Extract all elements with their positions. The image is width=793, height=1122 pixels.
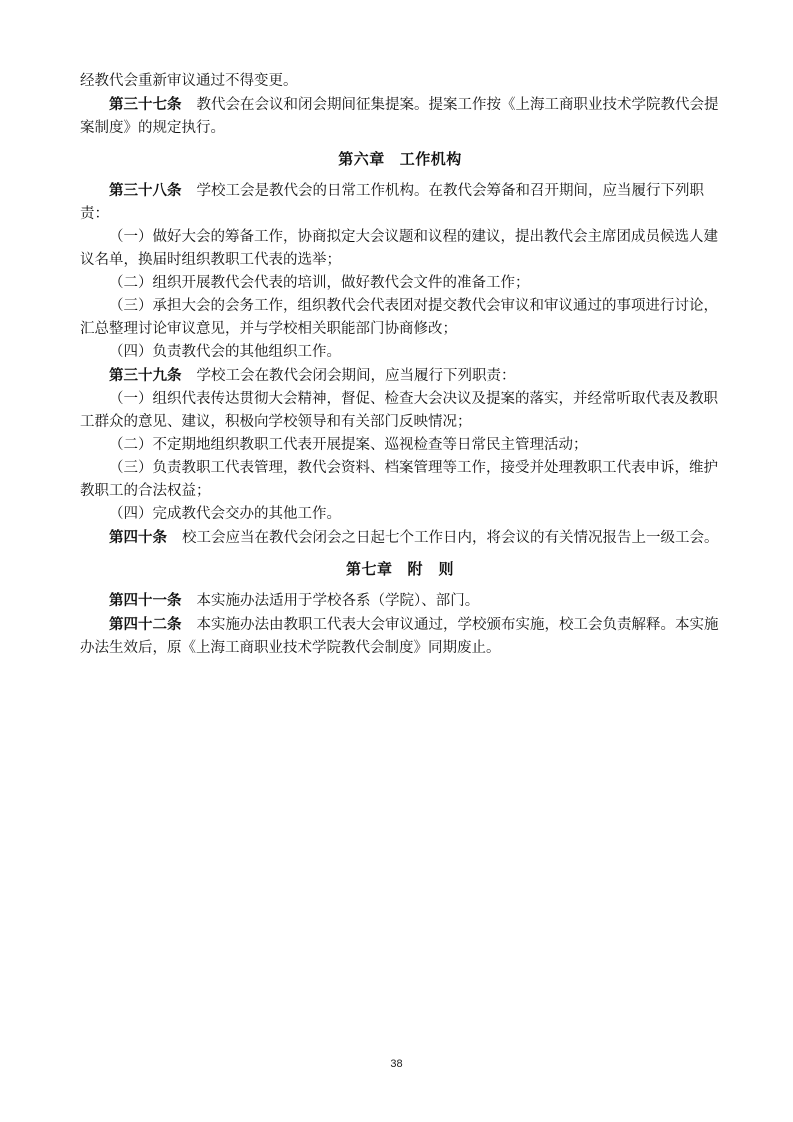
list-item: （四）完成教代会交办的其他工作。 <box>109 506 341 522</box>
article-41 <box>80 589 720 613</box>
article-text: 学校工会在教代会闭会期间，应当履行下列职责： <box>196 368 516 384</box>
article-number: 第四十一条 <box>109 592 182 609</box>
article-number: 第四十条 <box>109 529 167 546</box>
article-text: 教代会在会议和闭会期间征集提案。提案工作按《上海工商职业技术学院教代会提案制度》的规定执行。 <box>80 97 719 136</box>
article-text: 本实施办法适用于学校各系（学院）、部门。 <box>196 593 480 609</box>
article-39 <box>80 364 720 388</box>
chapter-number: 第七章 <box>345 560 393 578</box>
article-38 <box>80 179 720 226</box>
chapter-number: 第六章 <box>338 150 385 168</box>
article-number: 第三十八条 <box>109 182 182 199</box>
list-item: （三）负责教职工代表管理，教代会资料、档案管理等工作，接受并处理教职工代表申诉，维护教职工的合法权益； <box>80 460 718 499</box>
list-item: （四）负责教代会的其他组织工作。 <box>109 344 341 360</box>
continuation-text: 经教代会重新审议通过不得变更。 <box>80 73 298 89</box>
article-number: 第三十九条 <box>109 367 182 384</box>
list-item: （二）不定期地组织教职工代表开展提案、巡视检查等日常民主管理活动； <box>109 437 588 453</box>
chapter-heading-7 <box>80 558 720 581</box>
list-item: （三）承担大会的会务工作，组织教代会代表团对提交教代会审议和审议通过的事项进行讨论，汇总整理讨论审议意见，并与学校相关职能部门协商修改； <box>80 298 718 337</box>
article-text: 学校工会是教代会的日常工作机构。在教代会筹备和召开期间，应当履行下列职责： <box>80 183 704 222</box>
article-42 <box>80 613 720 660</box>
chapter-title: 附 则 <box>407 560 455 578</box>
document-body <box>80 70 720 660</box>
article-number: 第四十二条 <box>109 616 182 633</box>
article-text: 校工会应当在教代会闭会之日起七个工作日内，将会议的有关情况报告上一级工会。 <box>182 530 719 546</box>
article-text: 本实施办法由教职工代表大会审议通过，学校颁布实施，校工会负责解释。本实施办法生效后，原《上海工商职业技术学院教代会制度》同期废止。 <box>80 617 719 656</box>
list-item: （一）做好大会的筹备工作，协商拟定大会议题和议程的建议，提出教代会主席团成员候选人建议名单，换届时组织教职工代表的选举； <box>80 229 718 268</box>
page-number: 38 <box>390 1058 403 1070</box>
article-37 <box>80 93 720 140</box>
list-item: （二）组织开展教代会代表的培训，做好教代会文件的准备工作； <box>109 275 530 291</box>
article-number: 第三十七条 <box>109 96 182 113</box>
chapter-title: 工作机构 <box>399 150 462 168</box>
chapter-heading-6 <box>80 148 720 171</box>
article-40 <box>80 526 720 550</box>
list-item: （一）组织代表传达贯彻大会精神，督促、检查大会决议及提案的落实，并经常听取代表及教职工群众的意见、建议，积极向学校领导和有关部门反映情况； <box>80 391 718 430</box>
